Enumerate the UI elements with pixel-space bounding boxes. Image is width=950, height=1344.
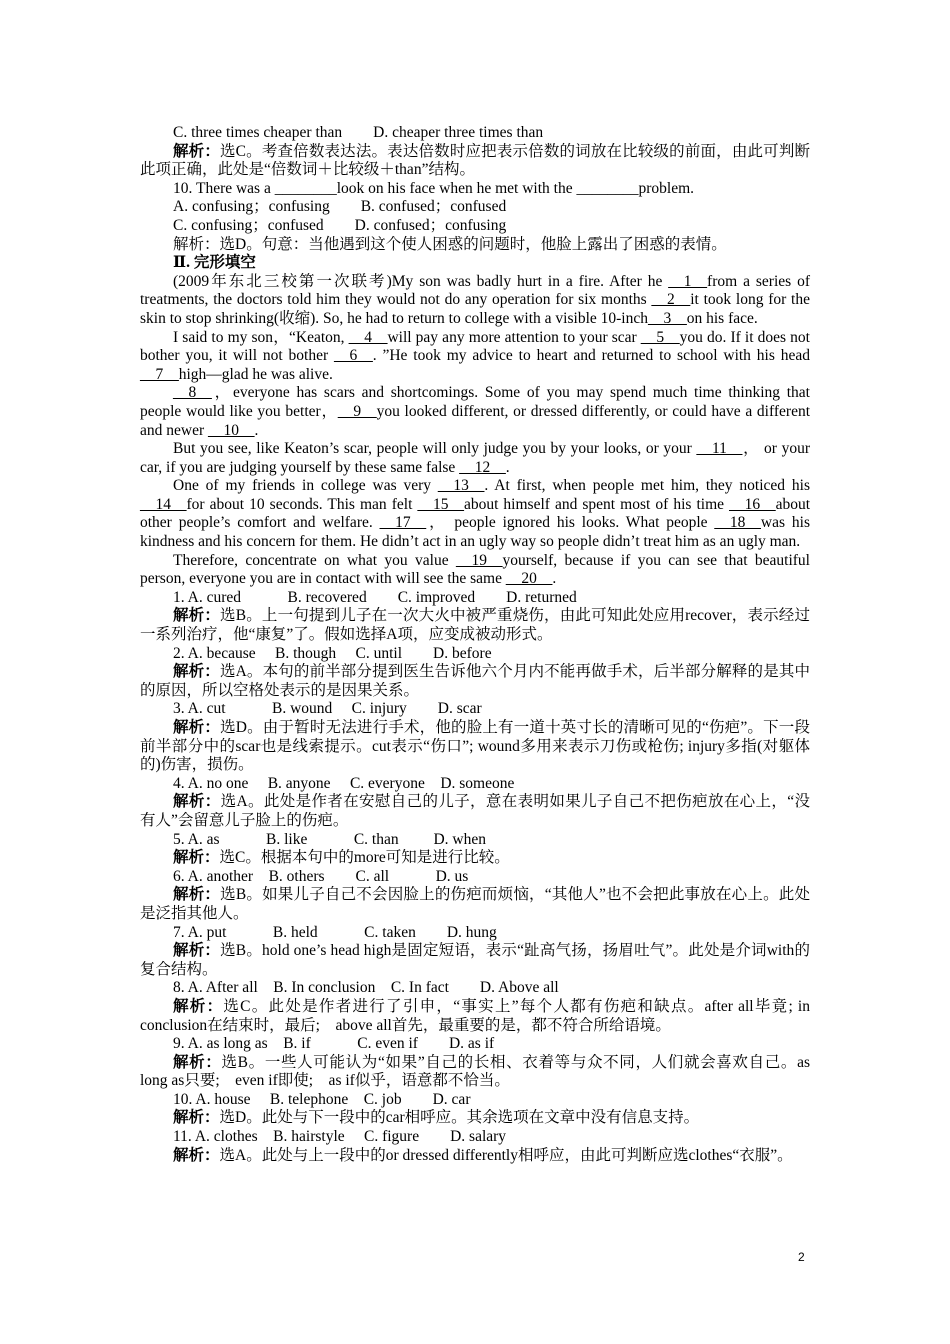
- blank-20: __20__: [505, 570, 553, 588]
- blank-18: __18__: [714, 514, 761, 532]
- blank-14: __14__: [140, 495, 187, 513]
- options-q7: 7. A. put B. held C. taken D. hung: [173, 923, 497, 941]
- cloze-paragraph-6: Therefore, concentrate on what you value __19__yourself, because if you can see that beautiful person, everyone you are in contact with will see the same __20__.: [140, 551, 810, 588]
- option-line: A. confusing；confusing B. confused；confused: [173, 198, 507, 216]
- explanation-q2: 解析：选A。本句的前半部分提到医生告诉他六个月内不能再做手术，后半部分解释的是其中的原因，所以空格处表示的是因果关系。: [140, 663, 810, 699]
- cloze-paragraph-2: I said to my son，“Keaton, __4__will pay any more attention to your scar __5__you do. If it does not bother you, it will not bother __6__. ”He took my advice to heart and returned to school with his head __7__high—glad he was alive.: [140, 328, 810, 383]
- explanation-label: 解析：: [173, 1146, 220, 1164]
- options-q1: 1. A. cured B. recovered C. improved D. returned: [173, 588, 577, 606]
- cloze-paragraph-4: But you see, like Keaton’s scar, people will only judge you by your looks, or your __11__， or your car, if you are judging yourself by these same false __12__.: [140, 440, 810, 476]
- options-q4: 4. A. no one B. anyone C. everyone D. someone: [173, 774, 515, 792]
- blank-8: __8__: [173, 384, 212, 402]
- options-q2: 2. A. because B. though C. until D. before: [173, 644, 492, 662]
- options-q9: 9. A. as long as B. if C. even if D. as if: [173, 1035, 495, 1053]
- explanation-label: 解析：: [173, 849, 220, 867]
- explanation-q4: 解析：选A。此处是作者在安慰自己的儿子，意在表明如果儿子自己不把伤疤放在心上，“没有人”会留意儿子脸上的伤疤。: [140, 793, 810, 829]
- page-number: 2: [798, 1250, 805, 1264]
- explanation: 解析：选C。考查倍数表达法。表达倍数时应把表示倍数的词放在比较级的前面，由此可判断此项正确，此处是“倍数词＋比较级＋than”结构。: [140, 142, 810, 179]
- options-q11: 11. A. clothes B. hairstyle C. figure D. salary: [173, 1128, 507, 1146]
- blank-6: __6__: [334, 347, 373, 365]
- explanation-label: 解析：: [173, 1053, 222, 1071]
- blank-10: __10__: [208, 421, 255, 439]
- blank-16: __16__: [729, 495, 776, 513]
- options-q5: 5. A. as B. like C. than D. when: [173, 830, 486, 848]
- options-q10: 10. A. house B. telephone C. job D. car: [173, 1090, 471, 1108]
- blank-4: __4__: [348, 328, 388, 346]
- option-line: C. three times cheaper than D. cheaper three times than: [173, 124, 544, 141]
- blank-11: __11__: [696, 440, 743, 458]
- explanation-q6: 解析：选B。如果儿子自己不会因脸上的伤疤而烦恼，“其他人”也不会把此事放在心上。此处是泛指其他人。: [140, 886, 810, 922]
- blank-13: __13__: [437, 477, 485, 495]
- blank-7: __7__: [140, 365, 179, 383]
- blank-3: __3__: [647, 309, 687, 327]
- explanation-q7: 解析：选B。hold one’s head high是固定短语，表示“趾高气扬，扬眉吐气”。此处是介词with的复合结构。: [140, 942, 810, 978]
- blank-12: __12__: [459, 458, 506, 476]
- explanation-q5: 解析：选C。根据本句中的more可知是进行比较。: [173, 849, 510, 867]
- explanation-q1: 解析：选B。上一句提到儿子在一次大火中被严重烧伤，由此可知此处应用recover，表示经过一系列治疗，他“康复”了。假如选择A项，应变成被动形式。: [140, 607, 810, 644]
- section-heading: Ⅱ. 完形填空: [173, 254, 256, 272]
- explanation-label: 解析：: [173, 607, 221, 625]
- explanation-label: 解析：: [173, 142, 220, 160]
- explanation-q8: 解析：选C。此处是作者进行了引申，“事实上”每个人都有伤疤和缺点。after all毕竟; in conclusion在结束时，最后; above all首先，最重要的是，都不符合所给语境。: [140, 997, 810, 1034]
- page-content: [140, 124, 810, 1165]
- explanation-label: 解析：: [173, 793, 221, 811]
- explanation-label: 解析：: [173, 235, 220, 253]
- blank-2: __2__: [651, 291, 691, 309]
- blank-15: __15__: [417, 495, 464, 513]
- blank-9: __9__: [337, 402, 377, 420]
- explanation-label: 解析：: [173, 997, 224, 1015]
- explanation-label: 解析：: [173, 719, 221, 736]
- explanation-q3: 解析：选D。由于暂时无法进行手术，他的脸上有一道十英寸长的清晰可见的“伤疤”。下一段前半部分中的scar也是线索提示。cut表示“伤口”; wound多用来表示刀伤或枪伤; injury多指(对躯体的)伤害，损伤。: [140, 719, 810, 774]
- cloze-paragraph-1: (2009年东北三校第一次联考)My son was badly hurt in a fire. After he __1__from a series of treatments, the doctors told him they would not do any operation for six months __2__it took long for the skin to stop shrinking(收缩). So, he had to return to college with a visible 10-inch__3__on his face.: [140, 272, 810, 327]
- options-q8: 8. A. After all B. In conclusion C. In fact D. Above all: [173, 979, 559, 997]
- options-q3: 3. A. cut B. wound C. injury D. scar: [173, 700, 482, 718]
- explanation: 解析：选D。句意：当他遇到这个使人困惑的问题时，他脸上露出了困惑的表情。: [173, 235, 727, 253]
- cloze-paragraph-3: __8__，everyone has scars and shortcomings. Some of you may spend much time thinking that people would like you better，__9__you looked different, or dressed differently, or could have a different and newer __10__.: [140, 384, 811, 439]
- question-10: 10. There was a ________look on his face when he met with the ________problem.: [173, 179, 695, 197]
- blank-19: __19__: [455, 551, 503, 569]
- blank-5: __5__: [640, 328, 680, 346]
- explanation-q9: 解析：选B。一些人可能认为“如果”自己的长相、衣着等与众不同，人们就会喜欢自己。as long as只要; even if即使; as if似乎，语意都不恰当。: [140, 1053, 810, 1090]
- explanation-label: 解析：: [173, 886, 221, 904]
- explanation-label: 解析：: [173, 942, 221, 960]
- option-line: C. confusing；confused D. confused；confusing: [173, 216, 507, 234]
- blank-1: __1__: [668, 272, 708, 290]
- explanation-label: 解析：: [173, 1109, 220, 1127]
- blank-17: __17__: [379, 514, 427, 532]
- explanation-q11: 解析：选A。此处与上一段中的or dressed differently相呼应，由此可判断应选clothes“衣服”。: [173, 1146, 793, 1164]
- options-q6: 6. A. another B. others C. all D. us: [173, 867, 469, 885]
- explanation-label: 解析：: [173, 663, 220, 681]
- explanation-q10: 解析：选D。此处与下一段中的car相呼应。其余选项在文章中没有信息支持。: [173, 1109, 700, 1127]
- cloze-paragraph-5: One of my friends in college was very __13__. At first, when people met him, they noticed his __14__for about 10 seconds. This man felt __15__about himself and spent most of his time __16__about other people’s comfort and welfare. __17__， people ignored his looks. What people __18__was his kindness and his concern for them. He didn’t act in an ugly way so people didn’t treat him as an ugly man.: [140, 477, 810, 551]
